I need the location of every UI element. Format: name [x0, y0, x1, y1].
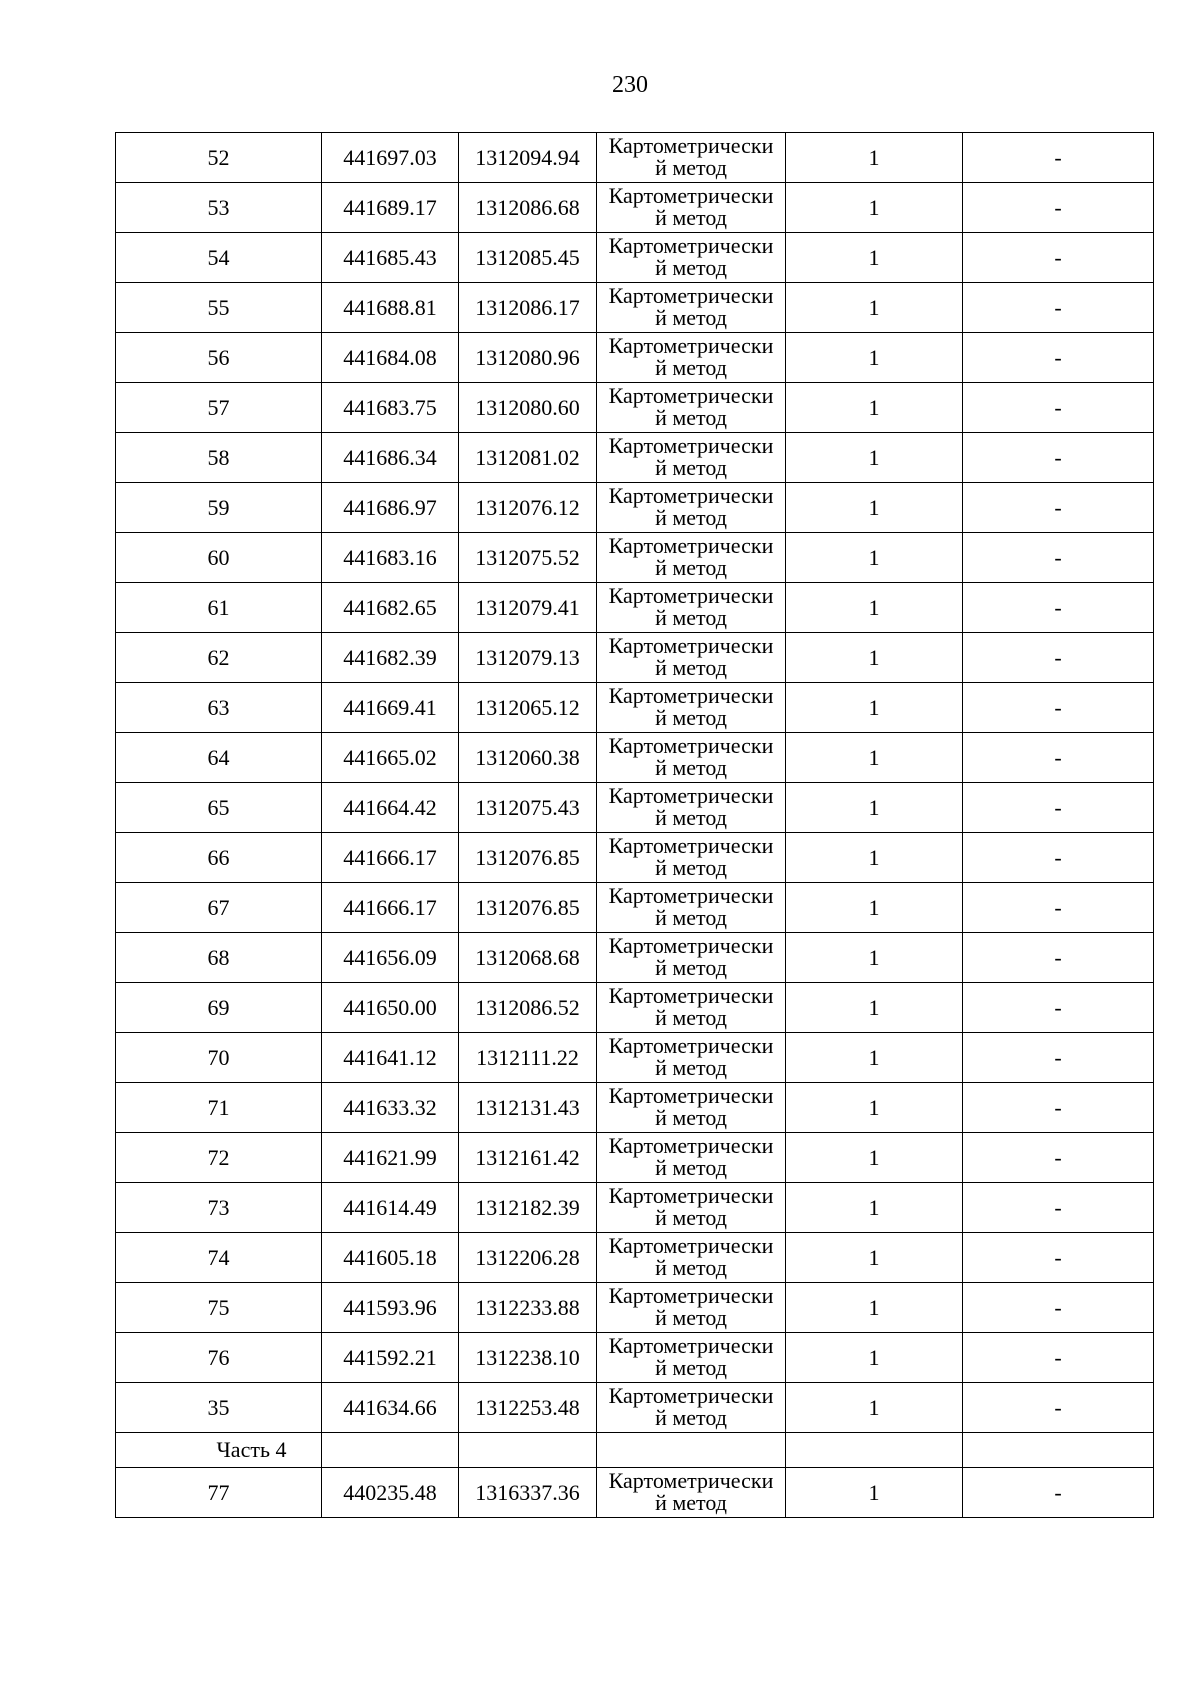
accuracy-cell: 1 — [786, 233, 963, 283]
point-number-cell: 59 — [116, 483, 322, 533]
x-coordinate-cell: 441683.75 — [322, 383, 459, 433]
method-text-line-2: й метод — [655, 1305, 727, 1330]
method-text — [597, 1283, 785, 1332]
method-text — [597, 333, 785, 382]
method-cell — [597, 233, 786, 283]
method-text-line-2: й метод — [655, 905, 727, 930]
method-text — [597, 833, 785, 882]
x-coordinate-cell: 441683.16 — [322, 533, 459, 583]
method-text-line-2: й метод — [655, 1155, 727, 1180]
table-row — [116, 483, 1154, 533]
y-coordinate-cell: 1312079.13 — [459, 633, 597, 683]
method-text-line-2: й метод — [655, 205, 727, 230]
x-coordinate-cell: 441685.43 — [322, 233, 459, 283]
table-row — [116, 1333, 1154, 1383]
x-coordinate-cell: 441656.09 — [322, 933, 459, 983]
method-text — [597, 533, 785, 582]
note-cell: - — [963, 883, 1154, 933]
page-number: 230 — [612, 72, 648, 98]
accuracy-cell: 1 — [786, 1133, 963, 1183]
method-text-line-1: Картометрически — [608, 1083, 774, 1108]
point-number-cell: 70 — [116, 1033, 322, 1083]
method-text-line-1: Картометрически — [608, 433, 774, 458]
empty-cell — [786, 1433, 963, 1468]
x-coordinate-cell: 441593.96 — [322, 1283, 459, 1333]
x-coordinate-cell: 441686.97 — [322, 483, 459, 533]
point-number-cell: 58 — [116, 433, 322, 483]
table-row — [116, 1283, 1154, 1333]
point-number-cell: 60 — [116, 533, 322, 583]
method-text — [597, 233, 785, 282]
point-number-cell: 57 — [116, 383, 322, 433]
method-text-line-2: й метод — [655, 855, 727, 880]
method-text-line-2: й метод — [655, 1205, 727, 1230]
method-text — [597, 1468, 785, 1517]
method-text-line-1: Картометрически — [608, 533, 774, 558]
method-cell — [597, 133, 786, 183]
method-text-line-1: Картометрически — [608, 733, 774, 758]
method-text-line-1: Картометрически — [608, 1468, 774, 1493]
x-coordinate-cell: 441665.02 — [322, 733, 459, 783]
method-cell — [597, 983, 786, 1033]
y-coordinate-cell: 1312060.38 — [459, 733, 597, 783]
method-text-line-1: Картометрически — [608, 333, 774, 358]
table-row — [116, 783, 1154, 833]
table-body — [116, 133, 1154, 1518]
note-cell: - — [963, 1033, 1154, 1083]
method-text-line-2: й метод — [655, 705, 727, 730]
method-text — [597, 383, 785, 432]
method-text-line-1: Картометрически — [608, 833, 774, 858]
accuracy-cell: 1 — [786, 483, 963, 533]
table-row — [116, 333, 1154, 383]
x-coordinate-cell: 441688.81 — [322, 283, 459, 333]
method-cell — [597, 1333, 786, 1383]
y-coordinate-cell: 1312238.10 — [459, 1333, 597, 1383]
accuracy-cell: 1 — [786, 883, 963, 933]
point-number-cell: 76 — [116, 1333, 322, 1383]
accuracy-cell: 1 — [786, 1468, 963, 1518]
note-cell: - — [963, 233, 1154, 283]
point-number-cell: 74 — [116, 1233, 322, 1283]
method-text-line-2: й метод — [655, 805, 727, 830]
point-number-cell: 67 — [116, 883, 322, 933]
x-coordinate-cell: 441664.42 — [322, 783, 459, 833]
accuracy-cell: 1 — [786, 1183, 963, 1233]
point-number-cell: 55 — [116, 283, 322, 333]
accuracy-cell: 1 — [786, 1383, 963, 1433]
y-coordinate-cell: 1312253.48 — [459, 1383, 597, 1433]
method-text-line-2: й метод — [655, 1405, 727, 1430]
accuracy-cell: 1 — [786, 1233, 963, 1283]
y-coordinate-cell: 1312080.96 — [459, 333, 597, 383]
method-cell — [597, 633, 786, 683]
method-text-line-2: й метод — [655, 1005, 727, 1030]
method-cell — [597, 1183, 786, 1233]
point-number-cell: 61 — [116, 583, 322, 633]
table-row — [116, 1033, 1154, 1083]
method-text-line-2: й метод — [655, 955, 727, 980]
point-number-cell: 77 — [116, 1468, 322, 1518]
point-number-cell: 71 — [116, 1083, 322, 1133]
method-text-line-1: Картометрически — [608, 283, 774, 308]
method-text-line-1: Картометрически — [608, 583, 774, 608]
table-row — [116, 233, 1154, 283]
x-coordinate-cell: 441689.17 — [322, 183, 459, 233]
method-text-line-2: й метод — [655, 505, 727, 530]
method-text-line-2: й метод — [655, 655, 727, 680]
method-text-line-2: й метод — [655, 305, 727, 330]
x-coordinate-cell: 441621.99 — [322, 1133, 459, 1183]
accuracy-cell: 1 — [786, 433, 963, 483]
method-cell — [597, 183, 786, 233]
y-coordinate-cell: 1312068.68 — [459, 933, 597, 983]
note-cell: - — [963, 933, 1154, 983]
table-row — [116, 283, 1154, 333]
empty-cell — [963, 1433, 1154, 1468]
accuracy-cell: 1 — [786, 133, 963, 183]
method-text-line-2: й метод — [655, 1255, 727, 1280]
x-coordinate-cell: 441686.34 — [322, 433, 459, 483]
y-coordinate-cell: 1312065.12 — [459, 683, 597, 733]
method-cell — [597, 783, 786, 833]
y-coordinate-cell: 1312076.12 — [459, 483, 597, 533]
table-row — [116, 1133, 1154, 1183]
method-text — [597, 883, 785, 932]
note-cell: - — [963, 783, 1154, 833]
table-row — [116, 833, 1154, 883]
table-row — [116, 1468, 1154, 1518]
point-number-cell: 72 — [116, 1133, 322, 1183]
method-text — [597, 783, 785, 832]
accuracy-cell: 1 — [786, 783, 963, 833]
point-number-cell: 75 — [116, 1283, 322, 1333]
method-cell — [597, 883, 786, 933]
x-coordinate-cell: 441605.18 — [322, 1233, 459, 1283]
method-cell — [597, 1468, 786, 1518]
method-cell — [597, 1033, 786, 1083]
accuracy-cell: 1 — [786, 933, 963, 983]
accuracy-cell: 1 — [786, 1033, 963, 1083]
method-text-line-2: й метод — [655, 1355, 727, 1380]
x-coordinate-cell: 441666.17 — [322, 883, 459, 933]
point-number-cell: 62 — [116, 633, 322, 683]
accuracy-cell: 1 — [786, 1333, 963, 1383]
method-text-line-1: Картометрически — [608, 133, 774, 158]
note-cell: - — [963, 1333, 1154, 1383]
y-coordinate-cell: 1312086.17 — [459, 283, 597, 333]
y-coordinate-cell: 1312182.39 — [459, 1183, 597, 1233]
accuracy-cell: 1 — [786, 833, 963, 883]
method-cell — [597, 283, 786, 333]
method-cell — [597, 583, 786, 633]
point-number-cell: 69 — [116, 983, 322, 1033]
method-text — [597, 983, 785, 1032]
method-text — [597, 433, 785, 482]
table-row — [116, 1383, 1154, 1433]
table-row — [116, 383, 1154, 433]
method-cell — [597, 1283, 786, 1333]
method-text-line-1: Картометрически — [608, 933, 774, 958]
method-text-line-1: Картометрически — [608, 1383, 774, 1408]
method-cell — [597, 933, 786, 983]
method-text — [597, 683, 785, 732]
accuracy-cell: 1 — [786, 1283, 963, 1333]
method-text-line-2: й метод — [655, 1490, 727, 1515]
method-text-line-1: Картометрически — [608, 983, 774, 1008]
method-text — [597, 483, 785, 532]
point-number-cell: 35 — [116, 1383, 322, 1433]
method-text-line-2: й метод — [655, 405, 727, 430]
y-coordinate-cell: 1312086.52 — [459, 983, 597, 1033]
method-text-line-1: Картометрически — [608, 233, 774, 258]
accuracy-cell: 1 — [786, 633, 963, 683]
table-row — [116, 583, 1154, 633]
note-cell: - — [963, 133, 1154, 183]
y-coordinate-cell: 1312086.68 — [459, 183, 597, 233]
method-text-line-2: й метод — [655, 605, 727, 630]
note-cell: - — [963, 483, 1154, 533]
method-text-line-1: Картометрически — [608, 633, 774, 658]
method-text-line-2: й метод — [655, 155, 727, 180]
table-row — [116, 633, 1154, 683]
note-cell: - — [963, 383, 1154, 433]
method-text-line-1: Картометрически — [608, 683, 774, 708]
note-cell: - — [963, 583, 1154, 633]
note-cell: - — [963, 1133, 1154, 1183]
x-coordinate-cell: 441697.03 — [322, 133, 459, 183]
accuracy-cell: 1 — [786, 583, 963, 633]
y-coordinate-cell: 1312076.85 — [459, 833, 597, 883]
method-text — [597, 633, 785, 682]
method-text-line-1: Картометрически — [608, 1233, 774, 1258]
point-number-cell: 68 — [116, 933, 322, 983]
method-text-line-1: Картометрически — [608, 183, 774, 208]
method-text — [597, 1383, 785, 1432]
method-text-line-1: Картометрически — [608, 783, 774, 808]
method-cell — [597, 1233, 786, 1283]
table-row — [116, 983, 1154, 1033]
method-cell — [597, 433, 786, 483]
y-coordinate-cell: 1312206.28 — [459, 1233, 597, 1283]
point-number-cell: 64 — [116, 733, 322, 783]
point-number-cell: 65 — [116, 783, 322, 833]
point-number-cell: 56 — [116, 333, 322, 383]
table-row — [116, 883, 1154, 933]
method-cell — [597, 733, 786, 783]
accuracy-cell: 1 — [786, 183, 963, 233]
accuracy-cell: 1 — [786, 983, 963, 1033]
table-row — [116, 183, 1154, 233]
y-coordinate-cell: 1312075.52 — [459, 533, 597, 583]
note-cell: - — [963, 1083, 1154, 1133]
table-row — [116, 933, 1154, 983]
method-cell — [597, 833, 786, 883]
method-text-line-1: Картометрически — [608, 1133, 774, 1158]
method-text-line-2: й метод — [655, 1055, 727, 1080]
method-cell — [597, 1383, 786, 1433]
method-text-line-2: й метод — [655, 255, 727, 280]
note-cell: - — [963, 1233, 1154, 1283]
y-coordinate-cell: 1312111.22 — [459, 1033, 597, 1083]
point-number-cell: 66 — [116, 833, 322, 883]
empty-cell — [459, 1433, 597, 1468]
method-text-line-2: й метод — [655, 755, 727, 780]
method-cell — [597, 383, 786, 433]
method-text-line-2: й метод — [655, 1105, 727, 1130]
accuracy-cell: 1 — [786, 733, 963, 783]
note-cell: - — [963, 1468, 1154, 1518]
method-text-line-2: й метод — [655, 555, 727, 580]
method-text — [597, 1133, 785, 1182]
method-cell — [597, 483, 786, 533]
method-text-line-1: Картометрически — [608, 1283, 774, 1308]
method-text — [597, 1083, 785, 1132]
section-row — [116, 1433, 1154, 1468]
method-text-line-2: й метод — [655, 355, 727, 380]
x-coordinate-cell: 441634.66 — [322, 1383, 459, 1433]
section-label: Часть 4 — [116, 1433, 322, 1468]
method-text-line-1: Картометрически — [608, 1033, 774, 1058]
note-cell: - — [963, 433, 1154, 483]
method-text-line-2: й метод — [655, 455, 727, 480]
y-coordinate-cell: 1312094.94 — [459, 133, 597, 183]
note-cell: - — [963, 983, 1154, 1033]
method-text-line-1: Картометрически — [608, 883, 774, 908]
y-coordinate-cell: 1312081.02 — [459, 433, 597, 483]
y-coordinate-cell: 1312076.85 — [459, 883, 597, 933]
method-text-line-1: Картометрически — [608, 383, 774, 408]
point-number-cell: 53 — [116, 183, 322, 233]
x-coordinate-cell: 441633.32 — [322, 1083, 459, 1133]
note-cell: - — [963, 183, 1154, 233]
note-cell: - — [963, 283, 1154, 333]
accuracy-cell: 1 — [786, 383, 963, 433]
note-cell: - — [963, 533, 1154, 583]
table-row — [116, 433, 1154, 483]
point-number-cell: 54 — [116, 233, 322, 283]
x-coordinate-cell: 441614.49 — [322, 1183, 459, 1233]
note-cell: - — [963, 1183, 1154, 1233]
note-cell: - — [963, 333, 1154, 383]
coordinates-table — [115, 132, 1154, 1518]
method-text-line-1: Картометрически — [608, 1333, 774, 1358]
y-coordinate-cell: 1312085.45 — [459, 233, 597, 283]
x-coordinate-cell: 441592.21 — [322, 1333, 459, 1383]
y-coordinate-cell: 1316337.36 — [459, 1468, 597, 1518]
y-coordinate-cell: 1312080.60 — [459, 383, 597, 433]
accuracy-cell: 1 — [786, 1083, 963, 1133]
method-text — [597, 183, 785, 232]
x-coordinate-cell: 441682.39 — [322, 633, 459, 683]
method-text — [597, 1183, 785, 1232]
accuracy-cell: 1 — [786, 283, 963, 333]
accuracy-cell: 1 — [786, 533, 963, 583]
x-coordinate-cell: 441641.12 — [322, 1033, 459, 1083]
accuracy-cell: 1 — [786, 683, 963, 733]
y-coordinate-cell: 1312075.43 — [459, 783, 597, 833]
table-row — [116, 1233, 1154, 1283]
x-coordinate-cell: 441669.41 — [322, 683, 459, 733]
note-cell: - — [963, 833, 1154, 883]
method-text — [597, 133, 785, 182]
method-cell — [597, 683, 786, 733]
method-text-line-1: Картометрически — [608, 1183, 774, 1208]
x-coordinate-cell: 440235.48 — [322, 1468, 459, 1518]
method-text — [597, 1333, 785, 1382]
y-coordinate-cell: 1312233.88 — [459, 1283, 597, 1333]
table-row — [116, 1083, 1154, 1133]
x-coordinate-cell: 441666.17 — [322, 833, 459, 883]
method-text — [597, 1233, 785, 1282]
note-cell: - — [963, 633, 1154, 683]
empty-cell — [322, 1433, 459, 1468]
method-cell — [597, 1133, 786, 1183]
accuracy-cell: 1 — [786, 333, 963, 383]
point-number-cell: 63 — [116, 683, 322, 733]
method-cell — [597, 333, 786, 383]
note-cell: - — [963, 1283, 1154, 1333]
y-coordinate-cell: 1312131.43 — [459, 1083, 597, 1133]
method-text-line-1: Картометрически — [608, 483, 774, 508]
note-cell: - — [963, 733, 1154, 783]
y-coordinate-cell: 1312161.42 — [459, 1133, 597, 1183]
method-text — [597, 283, 785, 332]
method-text — [597, 933, 785, 982]
point-number-cell: 52 — [116, 133, 322, 183]
table-row — [116, 683, 1154, 733]
x-coordinate-cell: 441684.08 — [322, 333, 459, 383]
method-text — [597, 1033, 785, 1082]
x-coordinate-cell: 441650.00 — [322, 983, 459, 1033]
empty-cell — [597, 1433, 786, 1468]
table-row — [116, 533, 1154, 583]
method-cell — [597, 533, 786, 583]
table-row — [116, 733, 1154, 783]
y-coordinate-cell: 1312079.41 — [459, 583, 597, 633]
method-text — [597, 733, 785, 782]
x-coordinate-cell: 441682.65 — [322, 583, 459, 633]
table-row — [116, 133, 1154, 183]
point-number-cell: 73 — [116, 1183, 322, 1233]
table-row — [116, 1183, 1154, 1233]
method-text — [597, 583, 785, 632]
note-cell: - — [963, 1383, 1154, 1433]
method-cell — [597, 1083, 786, 1133]
note-cell: - — [963, 683, 1154, 733]
